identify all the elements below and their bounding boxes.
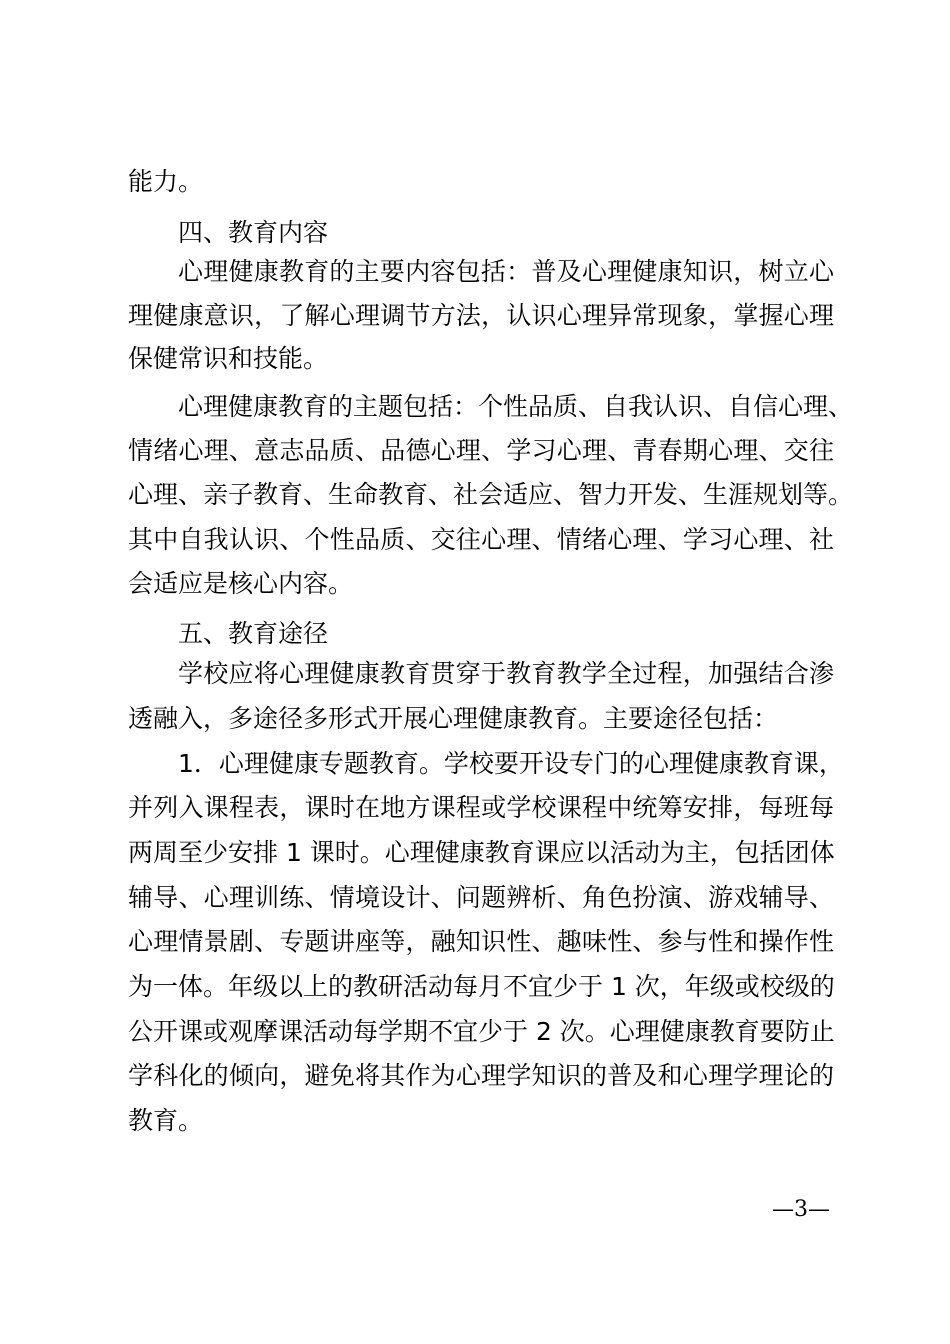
section-heading-4: 四、教育内容: [178, 218, 329, 247]
text-line: 教育。: [128, 1106, 204, 1135]
text-line: 心理健康教育的主题包括：个性品质、自我认识、自信心理、: [178, 392, 854, 421]
text-line: 辅导、心理训练、情境设计、问题辨析、角色扮演、游戏辅导、: [128, 883, 834, 912]
text-line: 心理、亲子教育、生命教育、社会适应、智力开发、生涯规划等。: [128, 480, 854, 509]
text-line: 并列入课程表，课时在地方课程或学校课程中统筹安排，每班每: [128, 793, 834, 822]
text-line: 公开课或观摩课活动每学期不宜少于 2 次。心理健康教育要防止: [128, 1017, 835, 1046]
text-line: 会适应是核心内容。: [128, 569, 354, 598]
text-line: 透融入，多途径多形式开展心理健康教育。主要途径包括：: [128, 704, 779, 733]
text-line: 其中自我认识、个性品质、交往心理、情绪心理、学习心理、社: [128, 525, 834, 554]
text-line: 心理健康教育的主要内容包括：普及心理健康知识，树立心: [178, 257, 834, 286]
text-line: 保健常识和技能。: [128, 344, 329, 373]
text-line: 为一体。年级以上的教研活动每月不宜少于 1 次，年级或校级的: [128, 972, 835, 1001]
page-number: —3—: [772, 1197, 830, 1222]
text-line: 1．心理健康专题教育。学校要开设专门的心理健康教育课，: [178, 749, 844, 778]
text-line: 情绪心理、意志品质、品德心理、学习心理、青春期心理、交往: [128, 436, 834, 465]
section-heading-5: 五、教育途径: [178, 619, 329, 648]
text-line: 学校应将心理健康教育贯穿于教育教学全过程，加强结合渗: [178, 659, 834, 688]
text-line: 心理情景剧、专题讲座等，融知识性、趣味性、参与性和操作性: [128, 927, 834, 956]
text-line: 理健康意识，了解心理调节方法，认识心理异常现象，掌握心理: [128, 301, 834, 330]
text-line: 学科化的倾向，避免将其作为心理学知识的普及和心理学理论的: [128, 1061, 834, 1090]
text-line: 两周至少安排 1 课时。心理健康教育课应以活动为主，包括团体: [128, 838, 835, 867]
text-line: 能力。: [128, 167, 204, 196]
